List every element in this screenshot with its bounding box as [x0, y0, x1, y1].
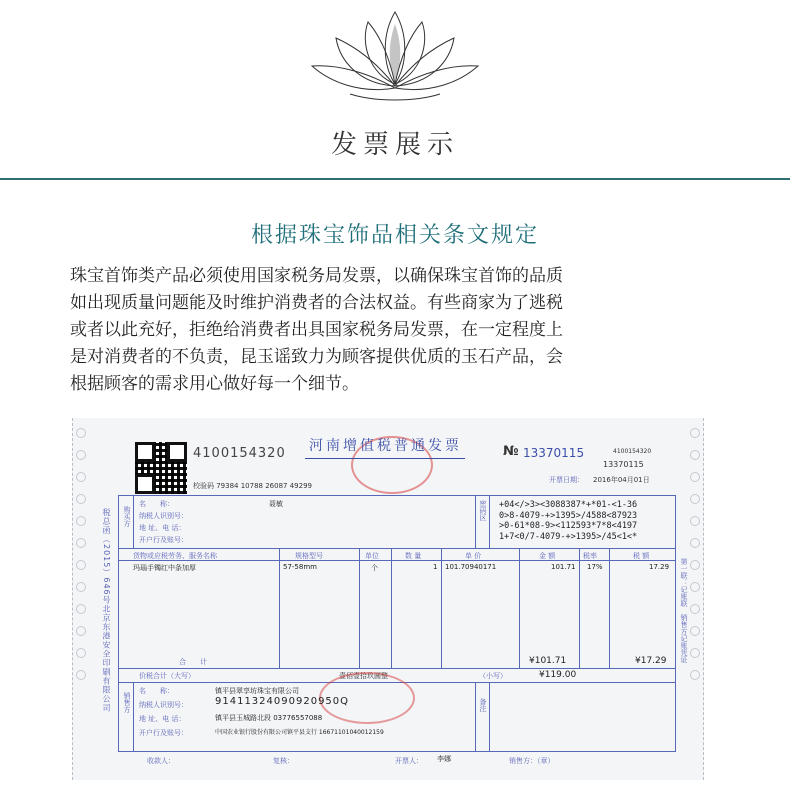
section-subtitle: 根据珠宝饰品相关条文规定	[250, 223, 539, 248]
sum-words: 壹佰壹拾玖圆整	[339, 672, 388, 680]
invoice-date: 2016年04月01日	[593, 476, 650, 484]
item-spec: 57-58mm	[283, 563, 317, 571]
seller-address: 镇平县玉城路北段 03776557088	[215, 714, 323, 722]
seller-bank: 中国农业银行股份有限公司镇平县支行 16671101040012159	[215, 729, 384, 736]
cipher-line: >0-61*08-9><112593*7*8<4197	[499, 521, 638, 531]
invoice-title: 河南增值税普通发票	[309, 438, 462, 454]
invoice-grid	[118, 495, 676, 752]
cipher-label: 密码区	[479, 500, 487, 521]
buyer-address-label: 地 址、电 话：	[139, 524, 186, 532]
qr-code-icon	[135, 442, 187, 494]
paragraph-line: 根据顾客的需求用心做好每一个细节。	[70, 374, 359, 394]
seller-name-label: 名 称：	[139, 687, 174, 695]
buyer-section-label: 购买方	[123, 506, 131, 527]
buyer-taxid-label: 纳税人识别号：	[139, 512, 188, 520]
description-paragraph	[70, 263, 710, 398]
column-header: 单位	[365, 552, 379, 560]
invoice-image	[72, 418, 704, 780]
drawer-name: 李娜	[437, 755, 451, 763]
drawer-label: 开票人：	[395, 757, 423, 765]
lotus-illustration	[290, 4, 500, 104]
page-title: 发票展示	[330, 130, 459, 160]
invoice-number: 13370115	[523, 446, 585, 460]
seller-stamp-label: 销售方：（章）	[509, 757, 555, 765]
sum-small-label: （小写）	[479, 672, 507, 680]
item-name: 玛瑙手镯红中条加厚	[133, 564, 196, 572]
top-right-code: 4100154320	[613, 448, 652, 455]
item-price: 101.70940171	[445, 563, 497, 571]
column-header: 金 额	[539, 552, 556, 560]
divider	[0, 178, 790, 180]
seller-taxid-label: 纳税人识别号：	[139, 701, 188, 709]
cipher-area	[499, 500, 637, 542]
paragraph-line: 如出现质量问题能及时维护消费者的合法权益。有些商家为了逃税	[70, 293, 563, 313]
item-tax: 17.29	[649, 563, 670, 571]
column-header: 数 量	[405, 552, 422, 560]
total-amount: ¥101.71	[529, 656, 567, 666]
remark-label: 备注	[479, 698, 487, 712]
seller-name: 镇平县翠享坊珠宝有限公司	[215, 687, 299, 695]
item-qty: 1	[433, 563, 438, 571]
item-unit: 个	[371, 564, 378, 572]
review-label: 复核：	[273, 757, 294, 765]
date-label: 开票日期：	[549, 476, 584, 484]
total-label: 合 计	[179, 658, 207, 666]
printer-vertical-text: 税总函（2015）646号北京东港安全印刷有限公司	[102, 508, 111, 713]
buyer-bank-label: 开户行及账号：	[139, 536, 188, 544]
seller-section-label: 销售方	[123, 692, 131, 713]
column-header: 规格型号	[295, 552, 323, 560]
seller-bank-label: 开户行及账号：	[139, 729, 188, 737]
column-header: 税率	[583, 552, 597, 560]
column-header: 税 额	[633, 552, 650, 560]
copy-vertical-text: 第一联：记账联 销售方记账凭证	[680, 558, 688, 663]
perforation-right	[689, 418, 701, 780]
number-label: №	[503, 444, 519, 459]
paragraph-line: 或者以此充好，拒绝给消费者出具国家税务局发票，在一定程度上	[70, 320, 563, 340]
column-header: 货物或应税劳务、服务名称	[133, 552, 217, 560]
perforation-left	[75, 418, 87, 780]
top-right-number: 13370115	[603, 460, 644, 469]
cipher-line: 1+7<0/7-4079-+>1395>/45<1<*	[499, 531, 638, 542]
total-tax: ¥17.29	[635, 656, 667, 666]
title-underline	[305, 458, 465, 459]
seller-address-label: 地 址、电 话：	[139, 715, 186, 723]
buyer-name: 聂敏	[269, 500, 283, 508]
cipher-line: +04</>3><3088387*+*01-<1-36	[499, 500, 638, 510]
item-amount: 101.71	[551, 563, 576, 571]
invoice-code: 4100154320	[193, 446, 286, 461]
paragraph-line: 是对消费者的不负责，昆玉谣致力为顾客提供优质的玉石产品，会	[70, 347, 563, 367]
column-header: 单 价	[465, 552, 482, 560]
sum-small: ¥119.00	[539, 670, 577, 680]
sum-label: 价税合计（大写）	[139, 672, 195, 680]
seller-taxid: 91411324090920950Q	[215, 696, 350, 707]
paragraph-line: 珠宝首饰类产品必须使用国家税务局发票，以确保珠宝首饰的品质	[70, 266, 563, 286]
buyer-name-label: 名 称：	[139, 500, 174, 508]
check-code: 校验码 79384 10788 26087 49299	[193, 482, 312, 490]
cipher-line: 0>8-4079-+>1395>/4588<87923	[499, 510, 638, 521]
item-tax-rate: 17%	[587, 563, 603, 571]
payee-label: 收款人：	[147, 757, 175, 765]
